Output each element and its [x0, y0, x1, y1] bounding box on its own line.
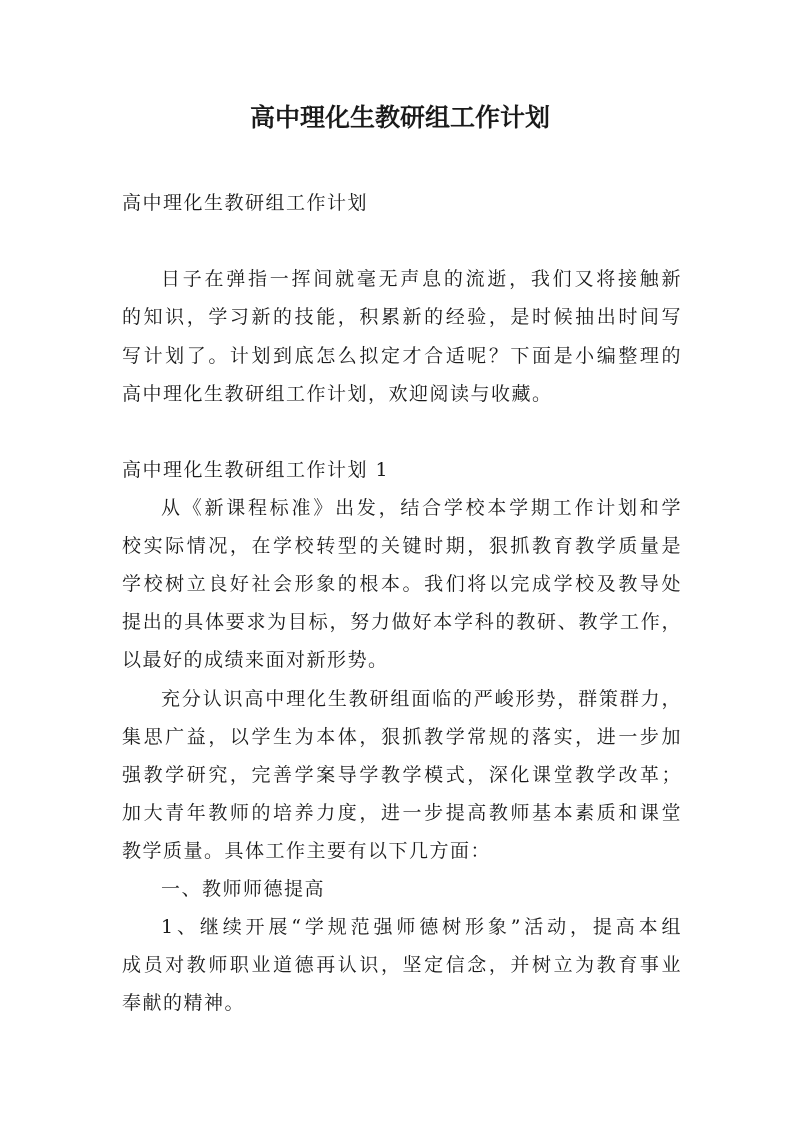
paragraph-line: 教学质量。具体工作主要有以下几方面：: [122, 840, 492, 862]
paragraph-line: 以最好的成绩来面对新形势。: [122, 649, 389, 671]
document-title: 高中理化生教研组工作计划: [249, 103, 550, 132]
paragraph-line: 学校树立良好社会形象的根本。我们将以完成学校及教导处: [122, 573, 682, 595]
paragraph-line: 提出的具体要求为目标，努力做好本学科的教研、教学工作，: [122, 611, 682, 633]
paragraph-line: 1、继续开展“学规范强师德树形象”活动，提高本组: [161, 916, 682, 938]
paragraph-line: 强教学研究，完善学案导学教学模式，深化课堂教学改革；: [122, 764, 682, 786]
paragraph-line: 加大青年教师的培养力度，进一步提高教师基本素质和课堂: [122, 802, 682, 824]
paragraph-line: 充分认识高中理化生教研组面临的严峻形势，群策群力，: [161, 688, 682, 710]
subheading: 一、教师师德提高: [161, 878, 326, 900]
section-heading: 高中理化生教研组工作计划 1: [122, 459, 390, 481]
intro-line: 的知识，学习新的技能，积累新的经验，是时候抽出时间写: [122, 306, 682, 328]
paragraph-line: 集思广益，以学生为本体，狠抓教学常规的落实，进一步加: [122, 726, 682, 748]
paragraph-line: 奉献的精神。: [122, 992, 246, 1014]
paragraph-line: 从《新课程标准》出发，结合学校本学期工作计划和学: [161, 497, 682, 519]
paragraph-line: 成员对教师职业道德再认识，坚定信念，并树立为教育事业: [122, 954, 682, 976]
document-subtitle: 高中理化生教研组工作计划: [122, 192, 369, 214]
intro-line: 日子在弹指一挥间就毫无声息的流逝，我们又将接触新: [161, 268, 682, 290]
intro-line: 写计划了。计划到底怎么拟定才合适呢？下面是小编整理的: [122, 345, 682, 367]
paragraph-line: 校实际情况，在学校转型的关键时期，狠抓教育教学质量是: [122, 535, 682, 557]
intro-line: 高中理化生教研组工作计划，欢迎阅读与收藏。: [122, 383, 553, 405]
